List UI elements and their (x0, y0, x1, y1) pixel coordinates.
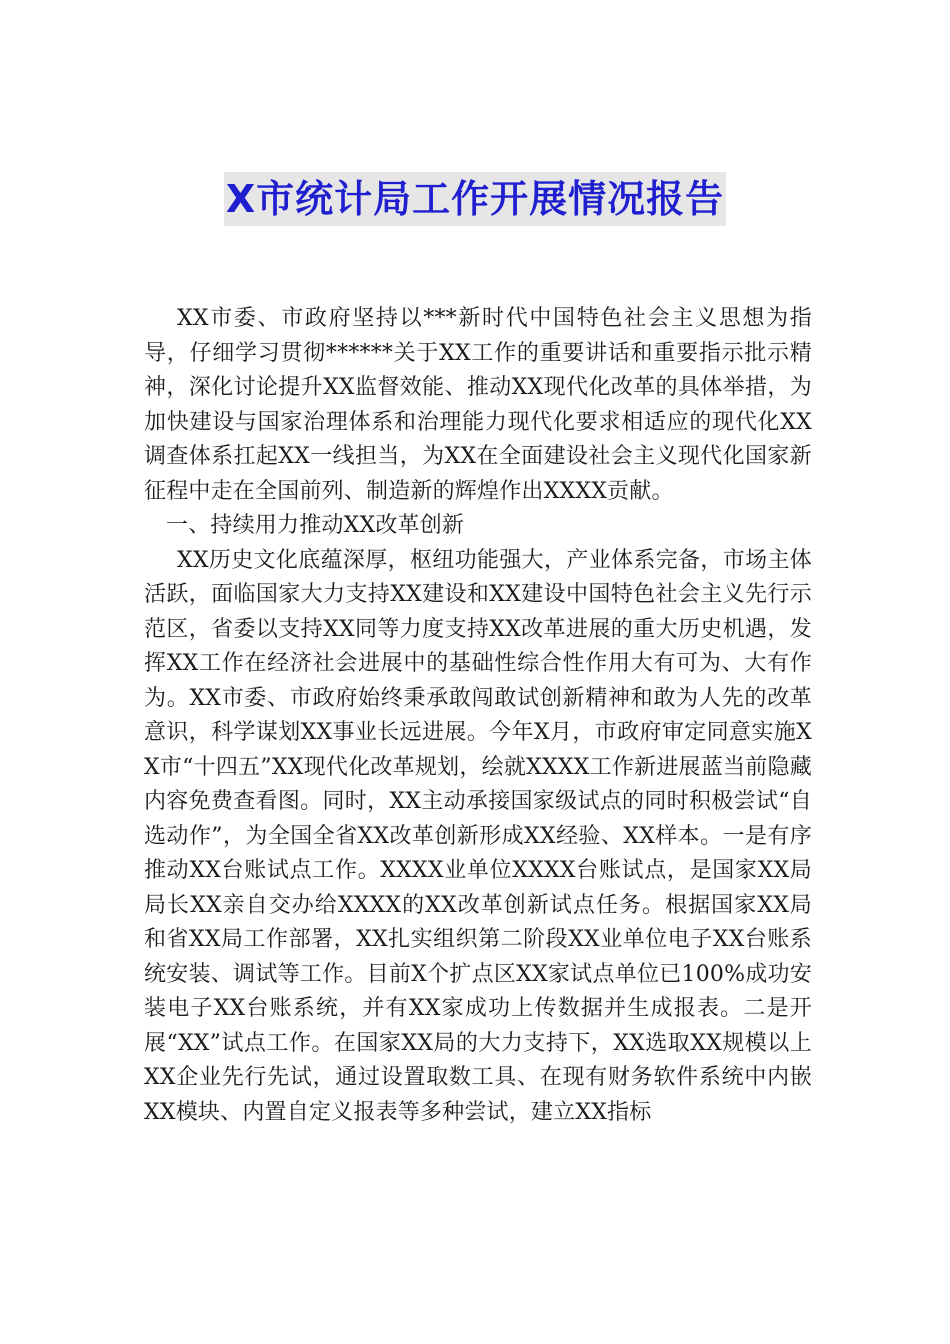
section-heading-1: 一、持续用力推动XX改革创新 (166, 513, 465, 538)
document-title: X市统计局工作开展情况报告 (224, 172, 726, 226)
paragraph-intro: XX市委、市政府坚持以***新时代中国特色社会主义思想为指导，仔细学习贯彻******关于XX工作的重要讲话和重要指示批示精神，深化讨论提升XX监督效能、推动XX现代化改革的具体举措，为加快建设与国家治理体系和治理能力现代化要求相适应的现代化XX调查体系扛起XX一线担当，为XX在全面建设社会主义现代化国家新征程中走在全国前列、制造新的辉煌作出XXXX贡献。 (144, 306, 812, 504)
paragraph-section-1: XX历史文化底蕴深厚，枢纽功能强大，产业体系完备，市场主体活跃，面临国家大力支持XX建设和XX建设中国特色社会主义先行示范区，省委以支持XX同等力度支持XX改革进展的重大历史机遇，发挥XX工作在经济社会进展中的基础性综合性作用大有可为、大有作为。XX市委、市政府始终秉承敢闯敢试创新精神和敢为人先的改革意识，科学谋划XX事业长远进展。今年X月，市政府审定同意实施XX市“十四五”XX现代化改革规划，绘就XXXX工作新进展蓝当前隐藏内容免费查看图。同时，XX主动承接国家级试点的同时积极尝试“自选动作”，为全国全省XX改革创新形成XX经验、XX样本。一是有序推动XX台账试点工作。XXXX业单位XXXX台账试点，是国家XX局局长XX亲自交办给XXXX的XX改革创新试点任务。根据国家XX局和省XX局工作部署，XX扎实组织第二阶段XX业单位电子XX台账系统安装、调试等工作。目前X个扩点区XX家试点单位已100%成功安装电子XX台账系统，并有XX家成功上传数据并生成报表。二是开展“XX”试点工作。在国家XX局的大力支持下，XX选取XX规模以上XX企业先行先试，通过设置取数工具、在现有财务软件系统中内嵌XX模块、内置自定义报表等多种尝试，建立XX指标 (144, 547, 812, 1125)
document-body (144, 302, 812, 1130)
title-container (0, 172, 950, 226)
